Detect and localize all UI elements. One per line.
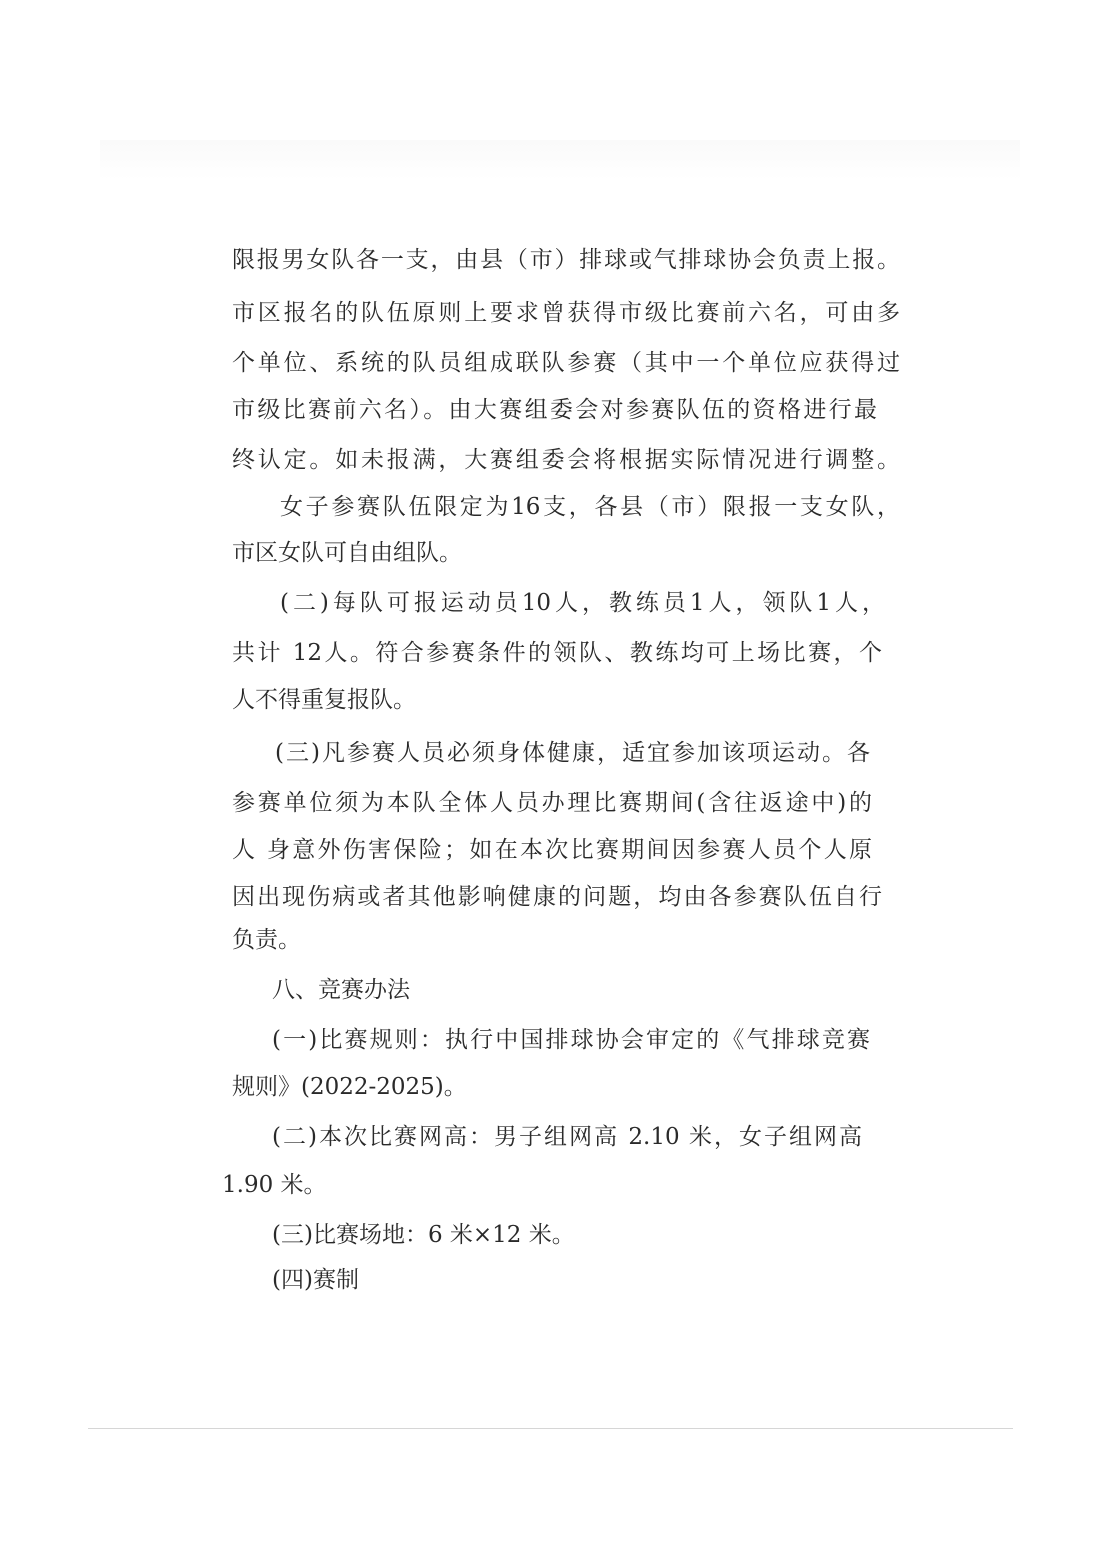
paragraph-line: (二)本次比赛网高：男子组网高 2.10 米，女子组网高 [272, 1124, 862, 1150]
paragraph-line: (一)比赛规则：执行中国排球协会审定的《气排球竞赛 [272, 1027, 870, 1053]
paragraph-line: 市级比赛前六名）。由大赛组委会对参赛队伍的资格进行最 [232, 397, 877, 423]
paragraph-line: 限报男女队各一支，由县（市）排球或气排球协会负责上报。 [232, 247, 900, 273]
paragraph-line: (二)每队可报运动员10人，教练员1人，领队1人， [280, 590, 885, 616]
paragraph-line: 女子参赛队伍限定为16支，各县（市）限报一支女队， [280, 494, 900, 520]
paragraph-line: (三)比赛场地：6 米×12 米。 [272, 1222, 575, 1248]
page-edge-line [88, 1428, 1013, 1429]
paragraph-line: 因出现伤病或者其他影响健康的问题，均由各参赛队伍自行 [232, 884, 882, 910]
paragraph-line: 负责。 [232, 927, 301, 953]
scan-shadow [100, 140, 1020, 180]
paragraph-line: 规则》(2022-2025)。 [232, 1074, 467, 1100]
paragraph-line: 市区女队可自由组队。 [232, 540, 462, 566]
paragraph-line: 人不得重复报队。 [232, 687, 416, 713]
paragraph-line: 1.90 米。 [222, 1172, 327, 1198]
paragraph-line: 市区报名的队伍原则上要求曾获得市级比赛前六名，可由多 [232, 300, 900, 326]
section-heading: 八、竞赛办法 [272, 977, 410, 1003]
paragraph-line: 个单位、系统的队员组成联队参赛（其中一个单位应获得过 [232, 350, 900, 376]
paragraph-line: 终认定。如未报满，大赛组委会将根据实际情况进行调整。 [232, 447, 900, 473]
paragraph-line: 共计 12人。符合参赛条件的领队、教练均可上场比赛，个 [232, 640, 882, 666]
paragraph-line: 人 身意外伤害保险；如在本次比赛期间因参赛人员个人原 [232, 837, 872, 863]
paragraph-line: (四)赛制 [272, 1267, 359, 1293]
paragraph-line: (三)凡参赛人员必须身体健康，适宜参加该项运动。各 [275, 740, 870, 766]
paragraph-line: 参赛单位须为本队全体人员办理比赛期间(含往返途中)的 [232, 790, 872, 816]
